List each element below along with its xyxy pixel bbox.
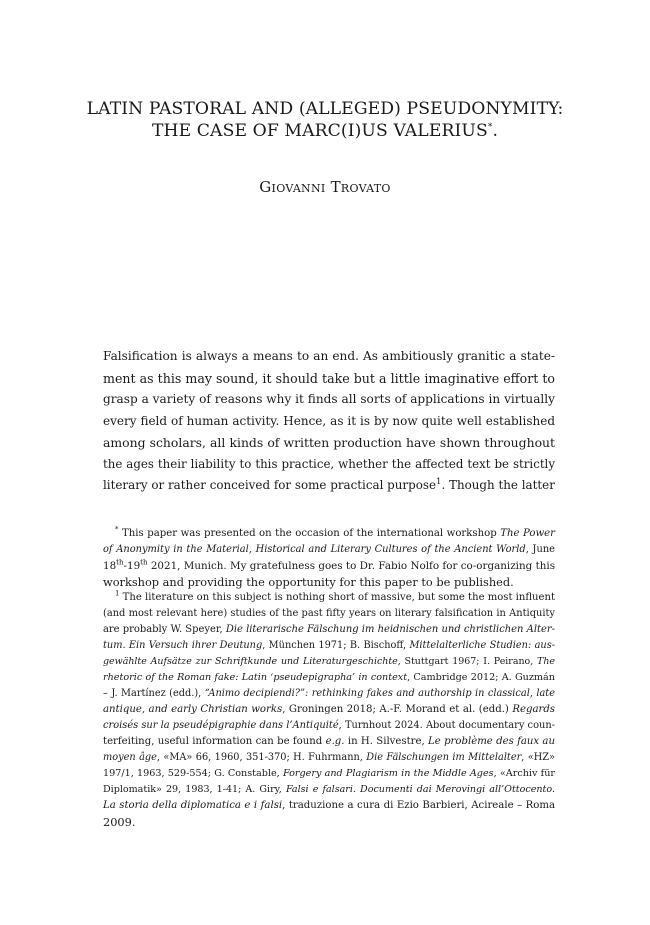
footnote-1-line: are probably W. Speyer, Die literarische Fälschung im heidnischen und christlichen Alter-: [103, 624, 555, 635]
footnote-1-line: gewählte Aufsätze zur Schriftkunde und Literaturgeschichte, Stuttgart 1967; I. Peirano, The: [103, 656, 555, 667]
body-text: [103, 346, 555, 497]
body-line: grasp a variety of reasons why it finds all sorts of applications in virtually: [103, 392, 555, 406]
body-line: Falsification is always a means to an end. As ambitiously granitic a state-: [103, 349, 555, 363]
body-line: among scholars, all kinds of written production have shown throughout: [103, 435, 555, 450]
title-footnote-mark[interactable]: *: [487, 122, 493, 133]
body-line: literary or rather conceived for some practical purpose$^1$. Though the latter: [103, 477, 555, 492]
title-line-2: THE CASE OF MARC(I)US VALERIUS*.: [151, 121, 499, 141]
footnote-star-line: of Anonymity in the Material, Historical and Literary Cultures of the Ancient World, June: [103, 544, 555, 555]
author-name: Giovanni Trovato: [259, 178, 391, 196]
body-line: the ages their liability to this practice, whether the affected text be strictly: [103, 456, 555, 471]
title-line-1: LATIN PASTORAL AND (ALLEGED) PSEUDONYMITY:: [86, 99, 564, 119]
footnote-1-line: terfeiting, useful information can be found e.g. in H. Silvestre, Le problème des faux au: [103, 736, 555, 747]
footnotes: [103, 526, 555, 830]
footnote-ref-1[interactable]: 1: [436, 477, 442, 488]
footnote-1-line: antique, and early Christian works, Groningen 2018; A.-F. Morand et al. (edd.) Regards: [103, 704, 555, 715]
footnote-1-line: 2009.: [103, 815, 136, 829]
footnote-1-line: (and most relevant here) studies of the past fifty years on literary falsification in Antiquity: [103, 608, 555, 619]
body-line: every field of human activity. Hence, as it is by now quite well established: [103, 413, 555, 428]
footnote-1-line: tum. Ein Versuch ihrer Deutung, München 1971; B. Bischoff, Mittelalterliche Studien: aus-: [103, 640, 555, 651]
footnote-1-line: 197/1, 1963, 529-554; G. Constable, Forgery and Plagiarism in the Middle Ages, «Archiv für: [103, 768, 555, 779]
footnote-1-line: moyen âge, «MA» 66, 1960, 351-370; H. Fuhrmann, Die Fälschungen im Mittelalter, «HZ»: [103, 752, 555, 763]
footnote-1-line: Diplomatik» 29, 1983, 1-41; A. Giry, Falsi e falsari. Documenti dai Merovingi all’Ottocento.: [103, 784, 555, 795]
footnote-1-line: – J. Martínez (edd.), “Animo decipiendi?”: rethinking fakes and authorship in classical, late: [103, 688, 555, 699]
footnote-1-line: $^1$ The literature on this subject is nothing short of massive, but some the most influent: [115, 589, 555, 603]
footnote-1-mark: 1: [115, 589, 120, 598]
body-line: ment as this may sound, it should take but a little imaginative effort to: [103, 370, 555, 386]
paper-title: [60, 98, 590, 142]
footnote-1-line: rhetoric of the Roman fake: Latin ‘pseudepigrapha’ in context, Cambridge 2012; A. Guzmán: [103, 672, 555, 683]
footnote-star-line: 18th-19th 2021, Munich. My gratefulness goes to Dr. Fabio Nolfo for co-organizing this: [103, 558, 555, 572]
footnote-1-line: La storia della diplomatica e i falsi, traduzione a cura di Ezio Barbieri, Acireale – Roma: [103, 800, 555, 811]
footnote-star-mark: *: [115, 525, 119, 534]
footnote-1-line: croisés sur la pseudépigraphie dans l’Antiquité, Turnhout 2024. About documentary coun-: [103, 720, 555, 731]
footnote-star-line: workshop and providing the opportunity for this paper to be published.: [103, 575, 514, 589]
footnote-star-line: * This paper was presented on the occasion of the international workshop The Power: [115, 525, 555, 539]
